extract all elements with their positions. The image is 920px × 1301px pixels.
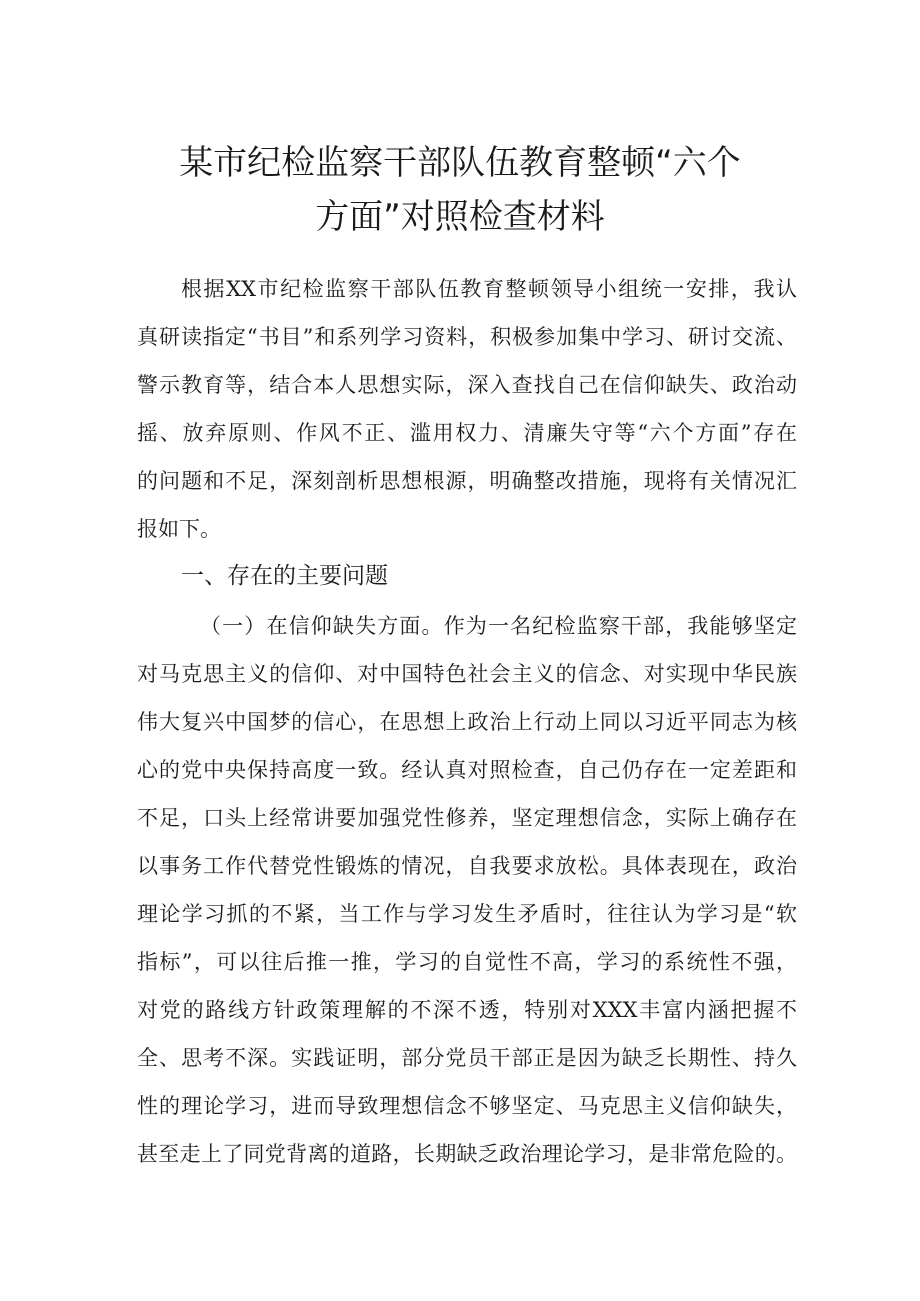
intro-line: 的问题和不足，深刻剖析思想根源，明确整改措施，现将有关情况汇 [137, 469, 797, 493]
body-line: 全、思考不深。实践证明，部分党员干部正是因为缺乏长期性、持久 [137, 1046, 797, 1070]
intro-line: 根据XX市纪检监察干部队伍教育整顿领导小组统一安排，我认 [181, 277, 797, 301]
document-title-line-1: 某市纪检监察干部队伍教育整顿“六个 [179, 143, 741, 183]
body-line: 以事务工作代替党性锻炼的情况，自我要求放松。具体表现在，政治 [137, 854, 797, 878]
section-heading: 一、存在的主要问题 [181, 563, 388, 589]
body-line: 不足，口头上经常讲要加强党性修养，坚定理想信念，实际上确存在 [137, 806, 797, 830]
body-line: 指标”，可以往后推一推，学习的自觉性不高，学习的系统性不强， [137, 950, 797, 974]
intro-line: 摇、放弃原则、作风不正、滥用权力、清廉失守等“六个方面”存在 [137, 421, 797, 445]
body-line: 对马克思主义的信仰、对中国特色社会主义的信念、对实现中华民族 [137, 662, 797, 686]
body-line: 伟大复兴中国梦的信心，在思想上政治上行动上同以习近平同志为核 [137, 710, 797, 734]
intro-line: 真研读指定“书目”和系列学习资料，积极参加集中学习、研讨交流、 [137, 325, 797, 349]
body-line: 对党的路线方针政策理解的不深不透，特别对XXX丰富内涵把握不 [137, 998, 797, 1022]
body-line: 心的党中央保持高度一致。经认真对照检查，自己仍存在一定差距和 [137, 758, 797, 782]
document-title-line-2: 方面”对照检查材料 [315, 197, 605, 237]
body-line: 性的理论学习，进而导致理想信念不够坚定、马克思主义信仰缺失， [137, 1094, 797, 1118]
body-line: 甚至走上了同党背离的道路，长期缺乏政治理论学习，是非常危险的。 [137, 1142, 797, 1166]
body-line: 理论学习抓的不紧，当工作与学习发生矛盾时，往往认为学习是“软 [137, 902, 797, 926]
intro-line: 报如下。 [137, 517, 221, 541]
body-line: （一）在信仰缺失方面。作为一名纪检监察干部，我能够坚定 [200, 614, 797, 638]
intro-line: 警示教育等，结合本人思想实际，深入查找自己在信仰缺失、政治动 [137, 373, 797, 397]
